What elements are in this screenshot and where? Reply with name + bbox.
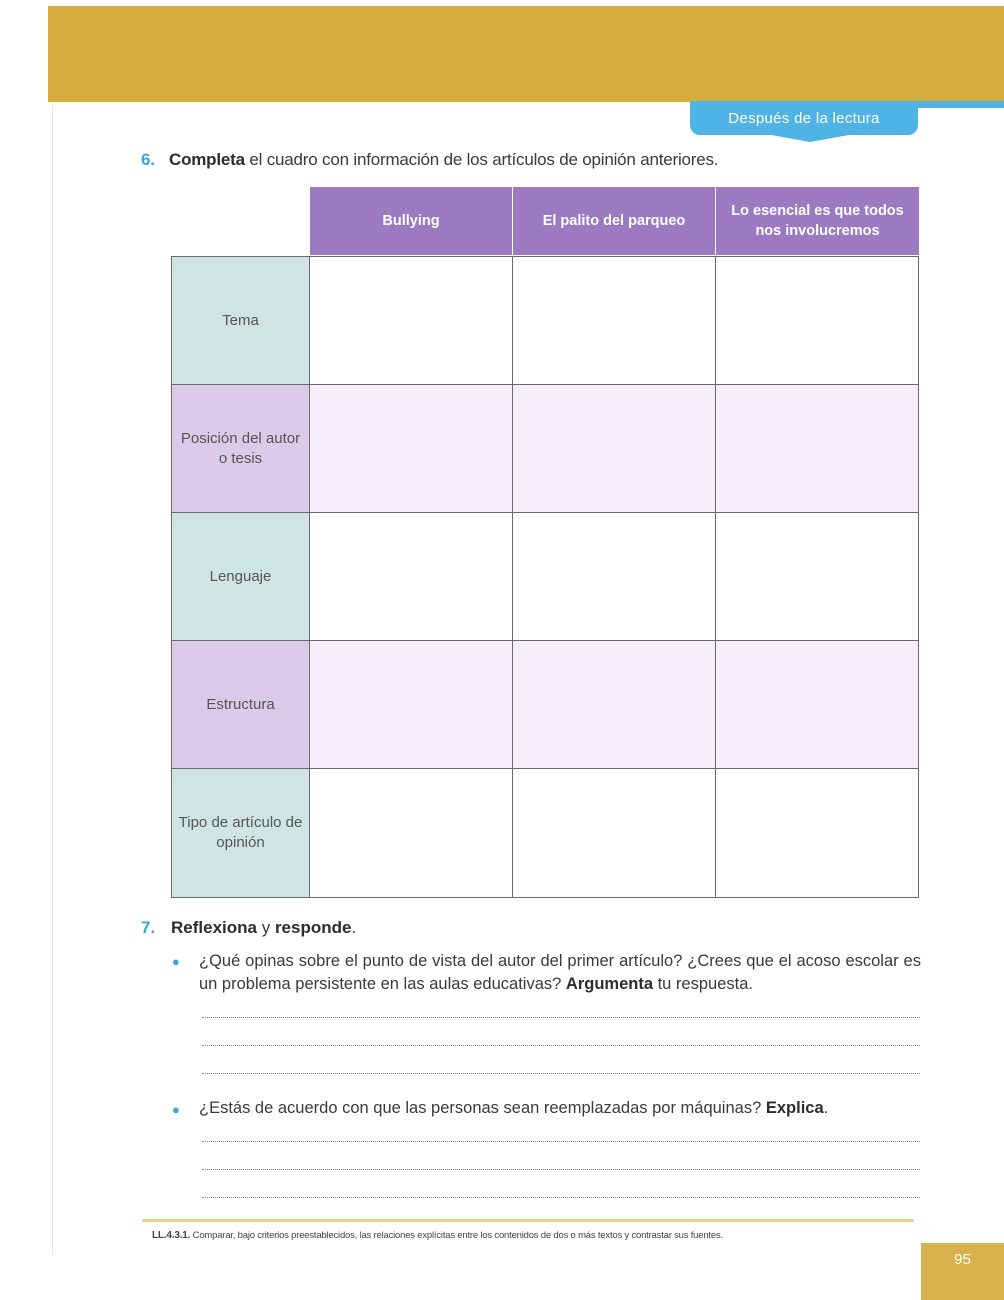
prompt-1-tail: tu respuesta.	[653, 975, 753, 993]
skill-code: LL.4.3.1.	[152, 1230, 191, 1241]
answer-cell[interactable]	[309, 256, 513, 385]
row-header-tema: Tema	[171, 256, 310, 385]
curriculum-note	[152, 1230, 723, 1241]
top-banner	[48, 6, 1004, 102]
instruction-text: el cuadro con información de los artículos de opinión anteriores.	[244, 150, 719, 169]
instruction-verb: Completa	[169, 150, 245, 169]
footer-rule	[142, 1219, 914, 1222]
skill-description: Comparar, bajo criterios preestablecidos, las relaciones explícitas entre los contenidos de dos o más textos y contrastar sus fuentes.	[190, 1230, 723, 1241]
section-tab: Después de la lectura	[690, 101, 918, 135]
row-header-tipo: Tipo de artículo de opinión	[171, 768, 310, 898]
question-number: 6.	[141, 150, 155, 169]
prompt-2-verb: Explica	[765, 1099, 824, 1117]
answer-cell[interactable]	[512, 384, 716, 513]
question-7	[141, 918, 356, 938]
answer-cell[interactable]	[309, 384, 513, 513]
answer-line[interactable]	[202, 1197, 920, 1198]
row-header-lenguaje: Lenguaje	[171, 512, 310, 641]
answer-cell[interactable]	[715, 256, 919, 385]
answer-line[interactable]	[202, 1141, 920, 1142]
answer-line[interactable]	[202, 1045, 920, 1046]
prompt-2-text: ¿Estás de acuerdo con que las personas sean reemplazadas por máquinas?	[199, 1099, 766, 1117]
answer-cell[interactable]	[309, 640, 513, 769]
prompt-1-verb: Argumenta	[565, 975, 653, 993]
prompt-1	[199, 950, 921, 996]
answer-line[interactable]	[202, 1073, 920, 1074]
row-header-estructura: Estructura	[171, 640, 310, 769]
answer-line[interactable]	[202, 1169, 920, 1170]
answer-cell[interactable]	[512, 768, 716, 898]
page-number: 95	[921, 1243, 1004, 1300]
answer-cell[interactable]	[309, 512, 513, 641]
bullet-icon: ●	[172, 954, 180, 969]
answer-line[interactable]	[202, 1017, 920, 1018]
answer-cell[interactable]	[715, 768, 919, 898]
question-number: 7.	[141, 918, 156, 937]
answer-cell[interactable]	[309, 768, 513, 898]
margin-line	[52, 105, 53, 1255]
row-header-posicion: Posición del autor o tesis	[171, 384, 310, 513]
instruction-end: .	[351, 918, 357, 937]
prompt-2	[199, 1097, 921, 1120]
answer-cell[interactable]	[512, 256, 716, 385]
question-6	[141, 150, 718, 170]
answer-cell[interactable]	[715, 384, 919, 513]
answer-cell[interactable]	[715, 640, 919, 769]
column-header-bullying: Bullying	[310, 187, 513, 255]
bullet-icon: ●	[172, 1102, 180, 1117]
instruction-verb: Reflexiona	[171, 918, 257, 937]
answer-cell[interactable]	[715, 512, 919, 641]
answer-cell[interactable]	[512, 512, 716, 641]
instruction-connector: y	[256, 918, 275, 937]
prompt-1-text: ¿Qué opinas sobre el punto de vista del autor del primer artículo? ¿Crees que el acoso escolar es un problema persistente en las aulas educativas?	[199, 952, 921, 993]
instruction-verb-2: responde	[274, 918, 352, 937]
section-tab-strip	[918, 101, 1004, 108]
prompt-2-tail: .	[823, 1099, 829, 1117]
section-tab-tail	[760, 133, 860, 142]
answer-cell[interactable]	[512, 640, 716, 769]
column-header-palito: El palito del parqueo	[513, 187, 716, 255]
column-header-esencial: Lo esencial es que todos nos involucremos	[716, 187, 919, 255]
